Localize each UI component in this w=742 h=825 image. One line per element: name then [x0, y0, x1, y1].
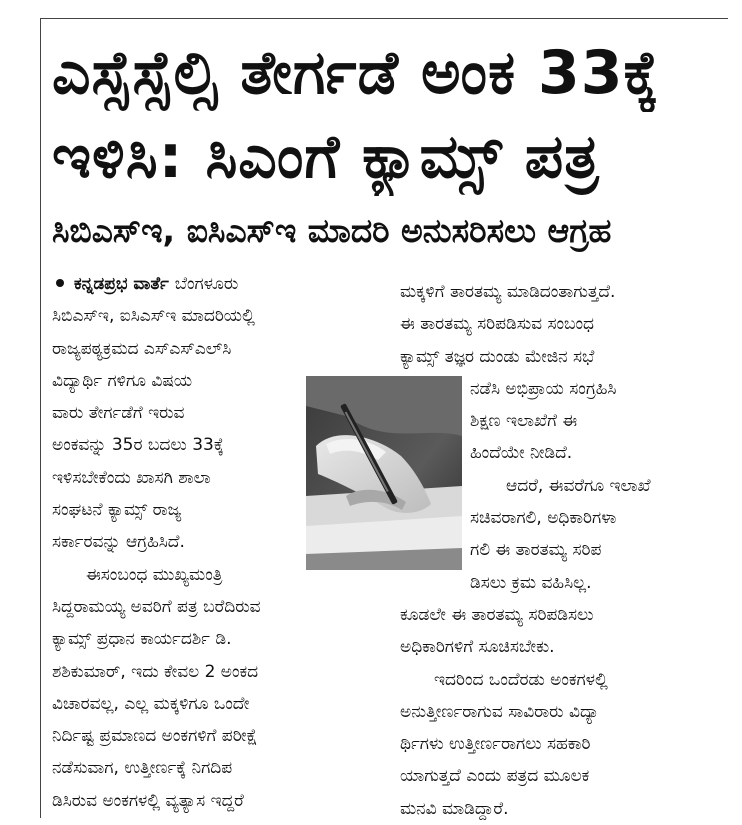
hand-writing-photo [306, 376, 462, 570]
left-line-13: ವಿಚಾರವಲ್ಲ, ಎಲ್ಲ ಮಕ್ಕಳಿಗೂ ಒಂದೇ [52, 693, 250, 714]
byline-source: ಕನ್ನಡಪ್ರಭ ವಾರ್ತೆ [74, 274, 169, 294]
left-line-1: ಸಿಬಿಎಸ್‌ಇ, ಐಸಿಎಸ್‌ಇ ಮಾದರಿಯಲ್ಲಿ [52, 306, 255, 327]
right-line-6: ಹಿಂದೆಯೇ ನೀಡಿದೆ. [470, 443, 573, 464]
left-line-4: ವಾರು ತೇರ್ಗಡೆಗೆ ಇರುವ [52, 403, 185, 424]
left-rule [40, 18, 41, 818]
right-line-1: ಮಕ್ಕಳಿಗೆ ತಾರತಮ್ಯ ಮಾಡಿದಂತಾಗುತ್ತದೆ. [400, 282, 616, 302]
right-line-4: ನಡೆಸಿ ಅಭಿಪ್ರಾಯ ಸಂಗ್ರಹಿಸಿ [470, 378, 617, 399]
bullet-icon [56, 279, 64, 287]
right-line-12: ಅಧಿಕಾರಿಗಳಿಗೆ ಸೂಚಿಸಬೇಕು. [400, 637, 555, 658]
right-line-5: ಶಿಕ್ಷಣ ಇಲಾಖೆಗೆ ಈ [470, 411, 578, 432]
headline-line-2: ಇಳಿಸಿ: ಸಿಎಂಗೆ ಕ್ಯಾಮ್ಸ್ ಪತ್ರ [52, 122, 600, 192]
left-line-11: ಕ್ಯಾಮ್ಸ್ ಪ್ರಧಾನ ಕಾರ್ಯದರ್ಶಿ ಡಿ. [52, 629, 232, 650]
left-line-10: ಸಿದ್ದರಾಮಯ್ಯ ಅವರಿಗೆ ಪತ್ರ ಬರೆದಿರುವ [52, 596, 261, 617]
right-line-15: ರ್ಥಿಗಳು ಉತ್ತೀರ್ಣರಾಗಲು ಸಹಕಾರಿ [400, 734, 591, 755]
left-line-6: ಇಳಿಸಬೇಕೆಂದು ಖಾಸಗಿ ಶಾಲಾ [52, 467, 211, 488]
right-line-14: ಅನುತ್ತೀರ್ಣರಾಗುವ ಸಾವಿರಾರು ವಿದ್ಯಾ [400, 701, 600, 722]
left-line-7: ಸಂಘಟನೆ ಕ್ಯಾಮ್ಸ್ ರಾಜ್ಯ [52, 500, 182, 521]
top-rule [40, 18, 728, 19]
right-line-7: ಆದರೆ, ಈವರೆಗೂ ಇಲಾಖೆ [506, 475, 651, 496]
byline-city: ಬೆಂಗಳೂರು [174, 274, 239, 294]
right-line-3: ಕ್ಯಾಮ್ಸ್ ತಜ್ಞರ ದುಂಡು ಮೇಜಿನ ಸಭೆ [400, 346, 595, 367]
right-line-8: ಸಚಿವರಾಗಲಿ, ಅಧಿಕಾರಿಗಳಾ [470, 508, 617, 529]
headline-line-1: ಎಸ್ಸೆಸ್ಸೆಲ್ಸಿ ತೇರ್ಗಡೆ ಅಂಕ 33ಕ್ಕೆ [52, 38, 660, 108]
right-line-16: ಯಾಗುತ್ತದೆ ಎಂದು ಪತ್ರದ ಮೂಲಕ [400, 766, 590, 787]
left-line-14: ನಿರ್ದಿಷ್ಟ ಪ್ರಮಾಣದ ಅಂಕಗಳಿಗೆ ಪರೀಕ್ಷೆ [52, 726, 258, 747]
left-line-8: ಸರ್ಕಾರವನ್ನು ಆಗ್ರಹಿಸಿದೆ. [52, 532, 185, 553]
left-line-12: ಶಶಿಕುಮಾರ್, ಇದು ಕೇವಲ 2 ಅಂಕದ [52, 661, 259, 682]
right-line-9: ಗಲಿ ಈ ತಾರತಮ್ಯ ಸರಿಪ [470, 540, 602, 561]
left-line-3: ವಿದ್ಯಾರ್ಥಿ ಗಳಿಗೂ ವಿಷಯ [52, 370, 193, 391]
left-line-15: ನಡೆಸುವಾಗ, ಉತ್ತೀರ್ಣಕ್ಕೆ ನಿಗದಿಪ [52, 758, 233, 779]
right-line-11: ಕೂಡಲೇ ಈ ತಾರತಮ್ಯ ಸರಿಪಡಿಸಲು [400, 604, 594, 625]
left-line-2: ರಾಜ್ಯಪಠ್ಯಕ್ರಮದ ಎಸ್‌ಎಸ್‌ಎಲ್‌ಸಿ [52, 338, 232, 359]
right-line-17: ಮನವಿ ಮಾಡಿದ್ದಾರೆ. [400, 798, 509, 819]
byline [52, 268, 388, 300]
right-line-2: ಈ ತಾರತಮ್ಯ ಸರಿಪಡಿಸುವ ಸಂಬಂಧ [400, 314, 595, 335]
subheadline: ಸಿಬಿಎಸ್‌ಇ, ಐಸಿಎಸ್‌ಇ ಮಾದರಿ ಅನುಸರಿಸಲು ಆಗ್ರಹ [52, 211, 612, 250]
hand-writing-with-pen-photo-icon [306, 376, 462, 570]
left-line-9: ಈಸಂಬಂಧ ಮುಖ್ಯಮಂತ್ರಿ [86, 564, 223, 585]
right-line-10: ಡಿಸಲು ಕ್ರಮ ವಹಿಸಿಲ್ಲ. [470, 572, 592, 593]
left-line-16: ಡಿಸಿರುವ ಅಂಕಗಳಲ್ಲಿ ವ್ಯತ್ಯಾಸ ಇದ್ದರೆ [52, 790, 244, 811]
left-line-5: ಅಂಕವನ್ನು 35ರ ಬದಲು 33ಕ್ಕೆ [52, 435, 224, 456]
right-line-13: ಇದರಿಂದ ಒಂದೆರಡು ಅಂಕಗಳಲ್ಲಿ [434, 669, 608, 690]
